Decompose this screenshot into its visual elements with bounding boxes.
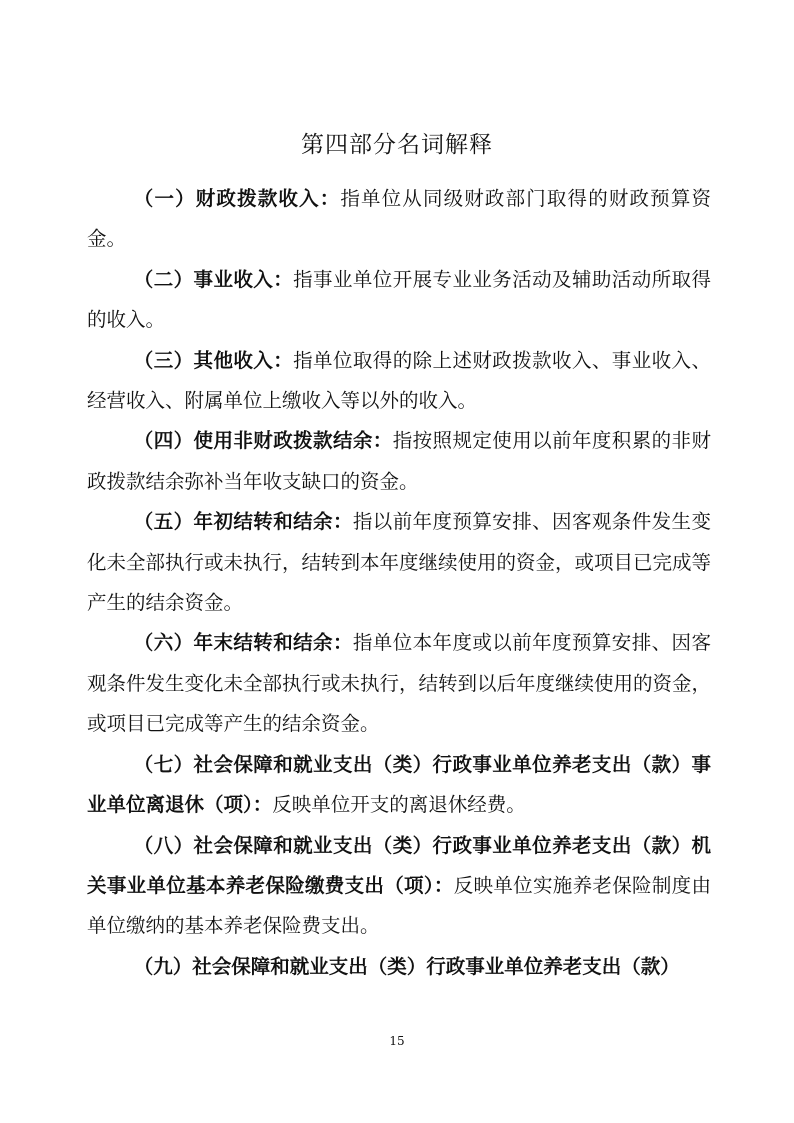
definition-item (87, 260, 711, 341)
definition-text: 指事业单位开展专业业务活动及辅助活动所取得的收入。 (87, 267, 711, 332)
definition-term: （一）财政拨款收入： (133, 187, 341, 210)
definition-text: 指以前年度预算安排、因客观条件发生变化未全部执行或未执行，结转到本年度继续使用的资金，或项目已完成等产生的结余资金。 (87, 510, 712, 615)
definition-item (87, 745, 711, 826)
page-number: 15 (389, 1034, 405, 1048)
definition-term: （五）年初结转和结余： (133, 510, 353, 534)
page-title: 第四部分名词解释 (301, 132, 493, 158)
definition-text: 指单位从同级财政部门取得的财政预算资金。 (87, 187, 711, 251)
definition-term: （三）其他收入： (133, 348, 294, 372)
definition-term: （六）年末结转和结余： (133, 631, 353, 655)
definition-item (87, 341, 711, 422)
document-body (87, 179, 711, 987)
definition-item (87, 179, 711, 260)
definition-item (87, 947, 711, 987)
definition-item (87, 421, 711, 502)
definition-text: 指按照规定使用以前年度积累的非财政拨款结余弥补当年收支缺口的资金。 (87, 429, 711, 493)
definition-item (87, 623, 711, 744)
definition-text: 反映单位开支的离退休经费。 (272, 793, 526, 817)
definition-term: （七）社会保障和就业支出（类）行政事业单位养老支出（款）事业单位离退休（项）： (87, 752, 711, 817)
definition-item (87, 502, 711, 623)
definition-term: （二）事业收入： (133, 267, 294, 291)
definition-term: （九）社会保障和就业支出（类）行政事业单位养老支出（款） (133, 954, 680, 978)
definition-text: 反映单位实施养老保险制度由单位缴纳的基本养老保险费支出。 (87, 873, 711, 938)
definition-term: （四）使用非财政拨款结余： (133, 429, 393, 453)
definition-text: 指单位取得的除上述财政拨款收入、事业收入、经营收入、附属单位上缴收入等以外的收入。 (87, 348, 711, 413)
definition-term: （八）社会保障和就业支出（类）行政事业单位养老支出（款）机关事业单位基本养老保险缴费支出（项）： (87, 833, 711, 897)
definition-text: 指单位本年度或以前年度预算安排、因客观条件发生变化未全部执行或未执行，结转到以后年度继续使用的资金，或项目已完成等产生的结余资金。 (87, 631, 712, 736)
definition-item (87, 826, 711, 947)
